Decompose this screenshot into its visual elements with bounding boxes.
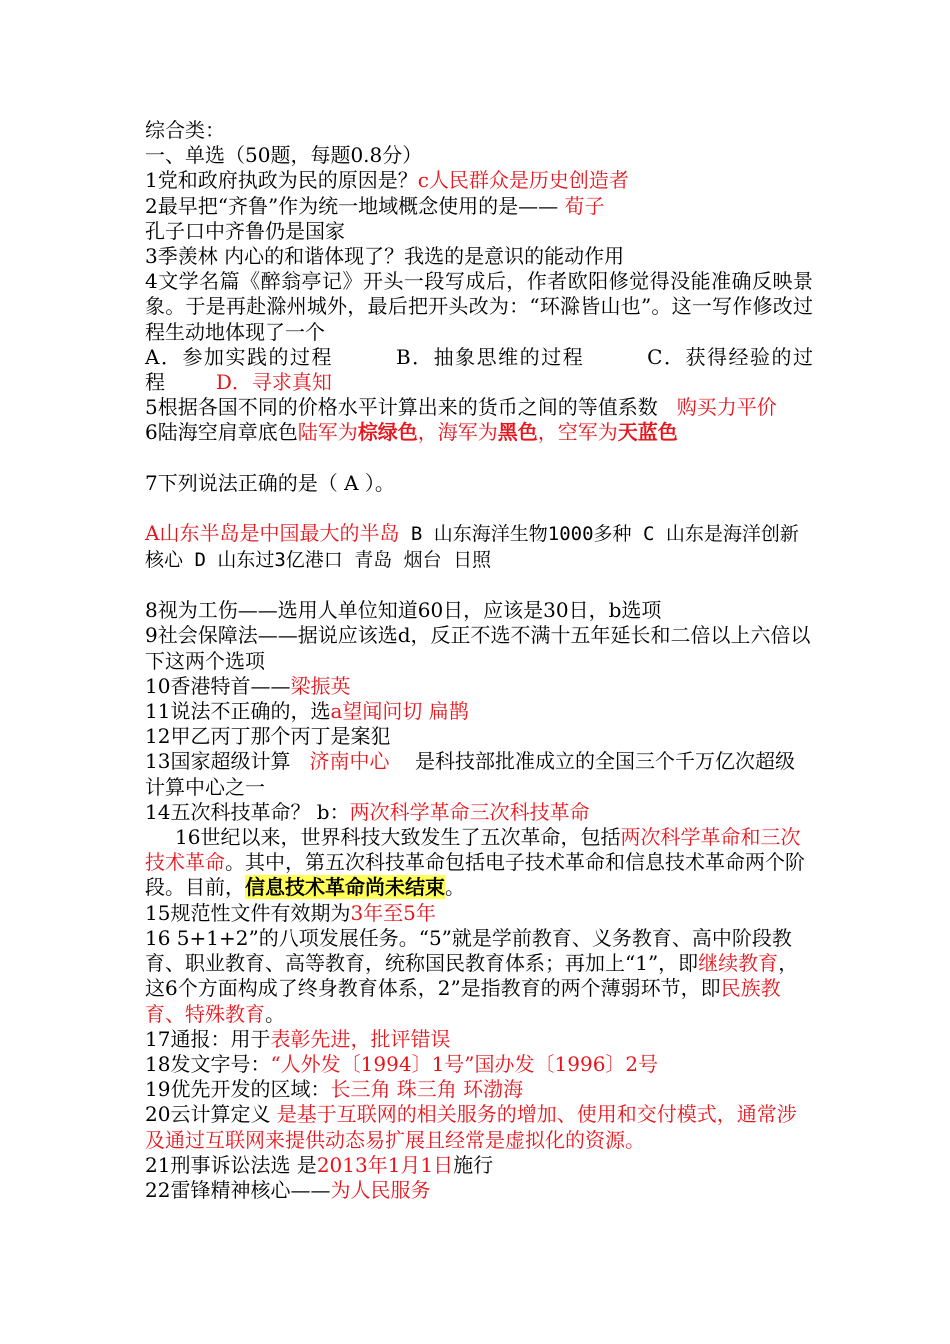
option-b: B．抽象思维的过程 [395, 344, 585, 369]
question-5: 5根据各国不同的价格水平计算出来的货币之间的等值系数 购买力平价 [145, 395, 777, 420]
heading: 综合类： [145, 118, 225, 142]
question-2: 2最早把“齐鲁”作为统一地域概念使用的是—— 荀子 [145, 193, 605, 218]
question-7: 7下列说法正确的是（ A ）。 [145, 470, 395, 495]
option-d: D．寻求真知 [215, 370, 332, 395]
question-4-options [145, 345, 813, 395]
question-22: 22雷锋精神核心——为人民服务 [145, 1177, 431, 1202]
question-11: 11说法不正确的，选a望闻问切 扁鹊 [145, 699, 469, 724]
question-8: 8视为工伤——选用人单位知道60日，应该是30日，b选项 [145, 598, 662, 623]
answer-1: c人民群众是历史创造者 [417, 168, 629, 193]
answer-7: A山东半岛是中国最大的半岛 [145, 520, 400, 545]
question-20: 20云计算定义 是基于互联网的相关服务的增加、使用和交付模式，通常涉及通过互联网来提供动态易扩展且经常是虚拟化的资源。 [145, 1102, 797, 1152]
question-7-options: A山东半岛是中国最大的半岛 B 山东海洋生物1000多种 C 山东是海洋创新核心 D 山东过3亿港口 青岛 烟台 日照 [145, 520, 799, 572]
answer-18: “人外发〔1994〕1号”国办发〔1996〕2号 [270, 1051, 659, 1076]
option-c: C．获得经验的过程 [145, 344, 813, 395]
section-title: 一、单选（50题，每题0.8分） [145, 143, 423, 168]
question-12: 12甲乙丙丁那个丙丁是案犯 [145, 724, 391, 749]
answer-19: 长三角 珠三角 环渤海 [330, 1077, 524, 1102]
answer-10: 梁振英 [290, 673, 351, 698]
question-17: 17通报：用于表彰先进，批评错误 [145, 1026, 451, 1051]
answer-13: 济南中心 [309, 749, 390, 774]
question-6: 6陆海空肩章底色陆军为棕绿色，海军为黑色，空军为天蓝色 [145, 420, 678, 445]
question-21: 21刑事诉讼法选 是2013年1月1日施行 [145, 1152, 494, 1177]
option-a: A．参加实践的过程 [145, 344, 334, 369]
highlight-text: 信息技术革命尚未结束 [245, 875, 445, 900]
question-10: 10香港特首——梁振英 [145, 673, 351, 698]
question-15: 15规范性文件有效期为3年至5年 [145, 900, 436, 925]
question-16: 16 5+1+2”的八项发展任务。“5”就是学前教育、义务教育、高中阶段教育、职业教育、高等教育，统称国民教育体系；再加上“1”，即继续教育，这6个方面构成了终身教育体系，2”是指教育的两个薄弱环节，即民族教育、特殊教育。 [145, 925, 799, 1026]
question-13: 13国家超级计算 济南中心 是科技部批准成立的全国三个千万亿次超级计算中心之一 [145, 749, 795, 799]
answer-22: 为人民服务 [330, 1177, 431, 1202]
answer-21: 2013年1月1日 [316, 1152, 454, 1177]
answer-15: 3年至5年 [350, 900, 436, 925]
document-page [145, 118, 813, 1203]
question-1: 1党和政府执政为民的原因是？c人民群众是历史创造者 [145, 168, 629, 193]
answer-17: 表彰先进，批评错误 [270, 1026, 451, 1051]
question-4: 4文学名篇《醉翁亭记》开头一段写成后，作者欧阳修觉得没能准确反映景象。于是再赴滁州城外，最后把开头改为：“环滁皆山也”。这一写作修改过程生动地体现了一个 [145, 269, 813, 344]
answer-2: 荀子 [564, 193, 605, 218]
answer-14: 两次科学革命三次科技革命 [349, 799, 590, 824]
question-9: 9社会保障法——据说应该选d，反正不选不满十五年延长和二倍以上六倍以下这两个选项 [145, 623, 811, 673]
question-14: 14五次科技革命？ b：两次科学革命三次科技革命 [145, 799, 590, 824]
question-19: 19优先开发的区域：长三角 珠三角 环渤海 [145, 1077, 524, 1102]
question-18: 18发文字号：“人外发〔1994〕1号”国办发〔1996〕2号 [145, 1051, 659, 1076]
answer-20: 是基于互联网的相关服务的增加、使用和交付模式，通常涉及通过互联网来提供动态易扩展且经常是虚拟化的资源。 [145, 1102, 797, 1152]
question-2-note: 孔子口中齐鲁仍是国家 [145, 218, 345, 243]
answer-11: a望闻问切 扁鹊 [330, 699, 469, 724]
answer-5: 购买力平价 [676, 395, 777, 420]
question-3: 3季羡林 内心的和谐体现了？我选的是意识的能动作用 [145, 244, 625, 269]
question-14-explanation: 16世纪以来，世界科技大致发生了五次革命，包括两次科学革命和三次技术革命。其中，第五次科技革命包括电子技术革命和信息技术革命两个阶段。目前，信息技术革命尚未结束。 [145, 825, 805, 900]
